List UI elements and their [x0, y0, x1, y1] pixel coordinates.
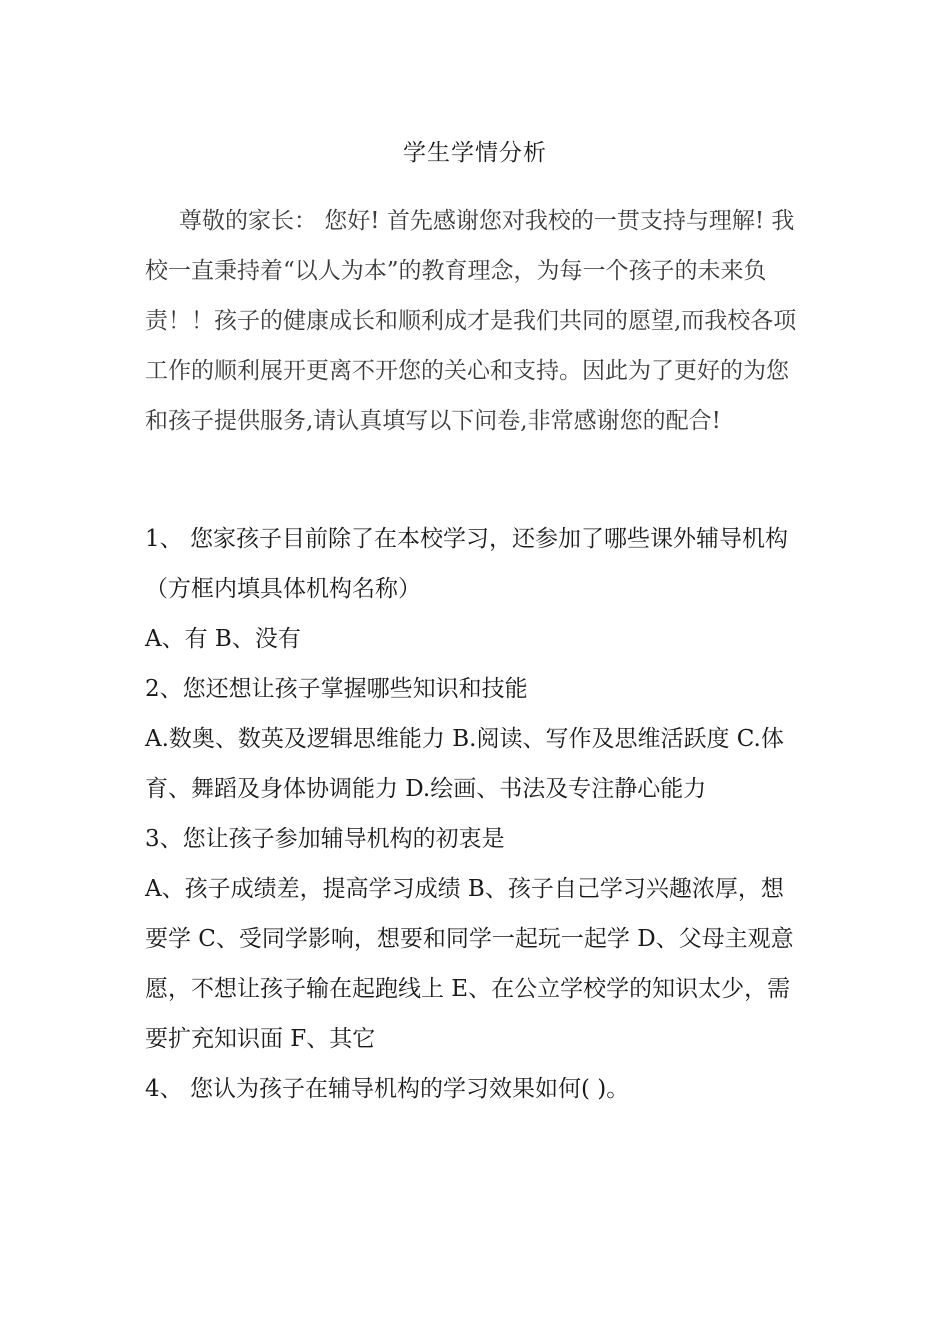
question-3-options: A、孩子成绩差，提高学习成绩 B、孩子自己学习兴趣浓厚，想要学 C、受同学影响，想要和同学一起玩一起学 D、父母主观意愿，不想让孩子输在起跑线上 E、在公立学校学的知识太少，需要扩充知识面 F、其它 [145, 876, 794, 1052]
questionnaire [145, 514, 805, 1114]
question-2-text: 2、您还想让孩子掌握哪些知识和技能 [145, 676, 528, 702]
question-2-options: A.数奥、数英及逻辑思维能力 B.阅读、写作及思维活跃度 C.体育、舞蹈及身体协调能力 D.绘画、书法及专注静心能力 [145, 726, 784, 802]
question-1-text: 1、 您家孩子目前除了在本校学习，还参加了哪些课外辅导机构（方框内填具体机构名称） [145, 526, 788, 602]
question-3-text: 3、您让孩子参加辅导机构的初衷是 [145, 826, 505, 852]
intro-paragraph [145, 196, 805, 446]
intro-text: 尊敬的家长： 您好! 首先感谢您对我校的一贯支持与理解! 我校一直秉持着“以人为本”的教育理念，为每一个孩子的未来负责！！孩子的健康成长和顺利成才是我们共同的愿望,而我校各项工作的顺利展开更离不开您的关心和支持。因此为了更好的为您和孩子提供服务,请认真填写以下问卷,非常感谢您的配合! [145, 208, 797, 434]
document-title: 学生学情分析 [403, 140, 547, 166]
question-1-options: A、有 B、没有 [145, 626, 301, 652]
question-4-text: 4、 您认为孩子在辅导机构的学习效果如何( )。 [145, 1076, 630, 1102]
